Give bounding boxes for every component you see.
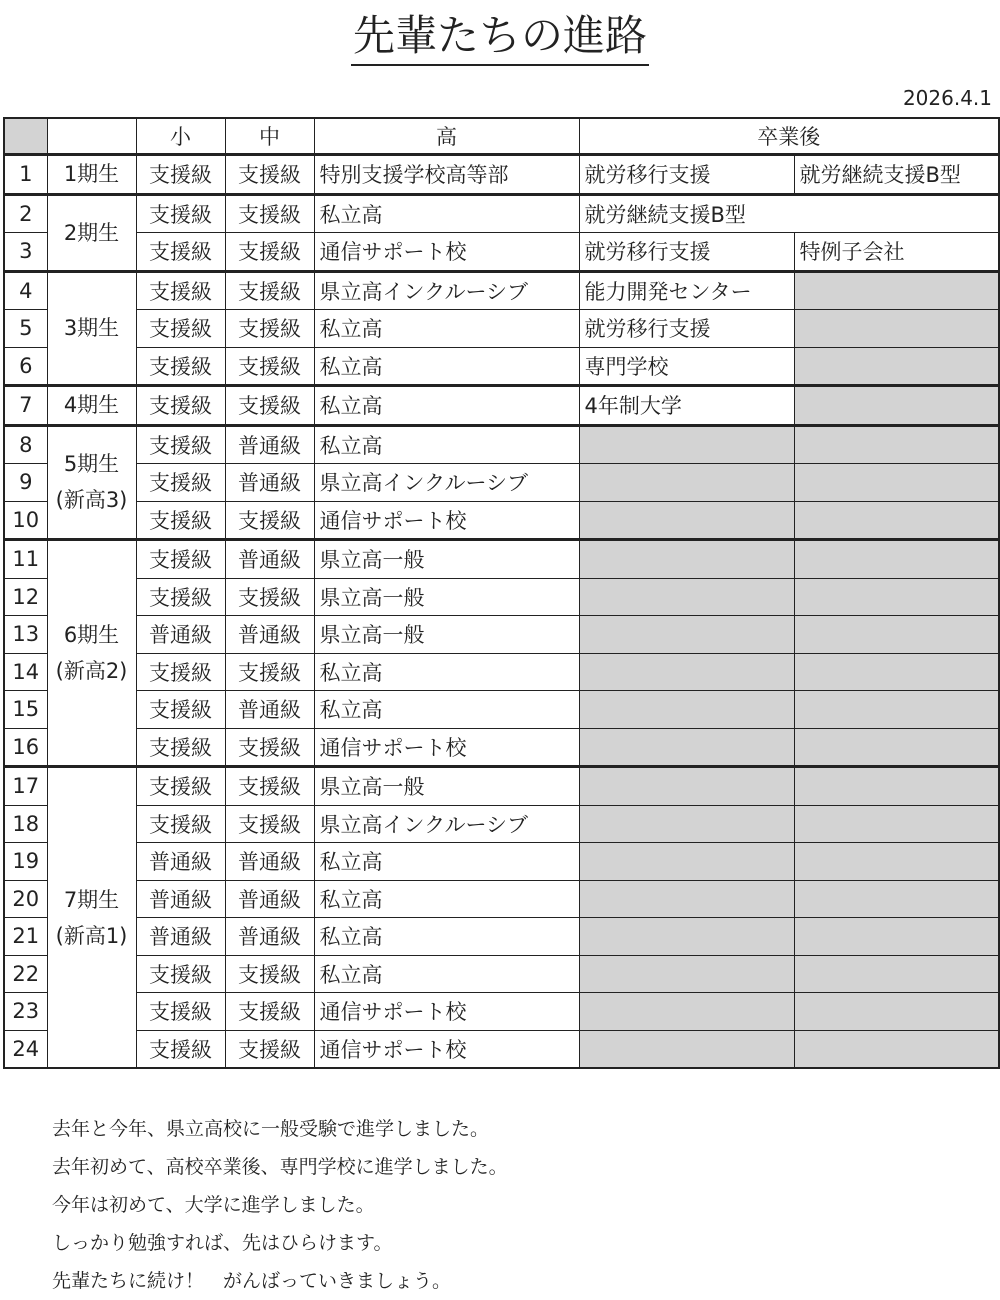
elem-cell: 支援級 [136, 1030, 225, 1068]
note-line: 今年は初めて、大学に進学しました。 [52, 1194, 375, 1216]
elem-cell: 支援級 [136, 347, 225, 386]
date-label: 2026.4.1 [902, 86, 992, 110]
header-blank-no [4, 118, 47, 155]
table-row [4, 805, 999, 843]
high-cell: 県立高一般 [314, 767, 579, 806]
high-cell: 私立高 [314, 194, 579, 233]
after-cell-1 [579, 955, 794, 993]
elem-cell: 支援級 [136, 386, 225, 426]
row-number: 7 [4, 386, 47, 426]
after-cell-2 [794, 616, 999, 654]
mid-cell: 支援級 [225, 728, 314, 767]
after-cell-1 [579, 728, 794, 767]
row-number: 17 [4, 767, 47, 806]
high-cell: 私立高 [314, 880, 579, 918]
after-cell-2 [794, 728, 999, 767]
group-sub: (新高2) [55, 659, 128, 683]
group-name: 2期生 [63, 220, 120, 245]
table-row [4, 425, 999, 464]
row-number: 9 [4, 464, 47, 502]
header-blank-group [47, 118, 136, 155]
row-number: 8 [4, 425, 47, 464]
elem-cell: 支援級 [136, 155, 225, 195]
high-cell: 私立高 [314, 955, 579, 993]
note-line: 先輩たちに続け！ がんばっていきましょう。 [52, 1270, 452, 1292]
high-cell: 通信サポート校 [314, 501, 579, 540]
high-cell: 私立高 [314, 425, 579, 464]
high-cell: 特別支援学校高等部 [314, 155, 579, 195]
row-number: 11 [4, 540, 47, 579]
page-title-wrap [0, 10, 1000, 66]
elem-cell: 支援級 [136, 653, 225, 691]
row-number: 16 [4, 728, 47, 767]
high-cell: 通信サポート校 [314, 233, 579, 272]
table-row [4, 386, 999, 426]
group-label [47, 425, 136, 540]
table-row [4, 310, 999, 348]
row-number: 22 [4, 955, 47, 993]
mid-cell: 普通級 [225, 464, 314, 502]
after-cell-2: 特例子会社 [794, 233, 999, 272]
after-cell-2 [794, 993, 999, 1031]
group-label [47, 194, 136, 271]
high-cell: 通信サポート校 [314, 1030, 579, 1068]
row-number: 19 [4, 843, 47, 881]
table-row [4, 578, 999, 616]
elem-cell: 支援級 [136, 805, 225, 843]
elem-cell: 支援級 [136, 955, 225, 993]
after-cell-1 [579, 653, 794, 691]
after-cell-1 [579, 918, 794, 956]
row-number: 18 [4, 805, 47, 843]
mid-cell: 支援級 [225, 653, 314, 691]
mid-cell: 普通級 [225, 691, 314, 729]
elem-cell: 支援級 [136, 310, 225, 348]
group-label [47, 271, 136, 386]
elem-cell: 普通級 [136, 880, 225, 918]
after-cell-1: 能力開発センター [579, 271, 794, 310]
elem-cell: 支援級 [136, 194, 225, 233]
after-cell-1 [579, 993, 794, 1031]
after-cell-2 [794, 805, 999, 843]
elem-cell: 支援級 [136, 501, 225, 540]
mid-cell: 普通級 [225, 880, 314, 918]
high-cell: 私立高 [314, 653, 579, 691]
mid-cell: 支援級 [225, 233, 314, 272]
after-cell-2 [794, 918, 999, 956]
after-cell-1 [579, 464, 794, 502]
after-cell-1 [579, 425, 794, 464]
elem-cell: 支援級 [136, 271, 225, 310]
high-cell: 県立高一般 [314, 540, 579, 579]
after-cell-2 [794, 464, 999, 502]
group-label [47, 386, 136, 426]
after-cell-1 [579, 880, 794, 918]
row-number: 2 [4, 194, 47, 233]
after-cell-1 [579, 805, 794, 843]
career-table [3, 117, 1000, 1069]
mid-cell: 普通級 [225, 540, 314, 579]
after-cell-2 [794, 653, 999, 691]
elem-cell: 普通級 [136, 616, 225, 654]
high-cell: 県立高インクルーシブ [314, 464, 579, 502]
row-number: 10 [4, 501, 47, 540]
mid-cell: 普通級 [225, 425, 314, 464]
mid-cell: 支援級 [225, 993, 314, 1031]
group-name: 1期生 [63, 162, 120, 187]
elem-cell: 支援級 [136, 233, 225, 272]
after-cell-2 [794, 386, 999, 426]
high-cell: 通信サポート校 [314, 728, 579, 767]
high-cell: 私立高 [314, 843, 579, 881]
group-name: 3期生 [63, 316, 120, 341]
elem-cell: 普通級 [136, 918, 225, 956]
elem-cell: 支援級 [136, 578, 225, 616]
header-row [4, 118, 999, 155]
elem-cell: 支援級 [136, 767, 225, 806]
table-row [4, 691, 999, 729]
after-cell-2 [794, 347, 999, 386]
table-row [4, 767, 999, 806]
table-row [4, 347, 999, 386]
group-sub: (新高1) [55, 923, 128, 948]
high-cell: 私立高 [314, 310, 579, 348]
mid-cell: 支援級 [225, 501, 314, 540]
after-cell-1 [579, 691, 794, 729]
row-number: 21 [4, 918, 47, 956]
row-number: 14 [4, 653, 47, 691]
after-cell-1 [579, 616, 794, 654]
row-number: 23 [4, 993, 47, 1031]
row-number: 5 [4, 310, 47, 348]
row-number: 4 [4, 271, 47, 310]
header-high: 高 [314, 118, 579, 155]
table-row [4, 540, 999, 579]
mid-cell: 支援級 [225, 155, 314, 195]
after-cell-2 [794, 271, 999, 310]
mid-cell: 支援級 [225, 271, 314, 310]
mid-cell: 普通級 [225, 616, 314, 654]
elem-cell: 支援級 [136, 993, 225, 1031]
after-cell-2 [794, 955, 999, 993]
row-number: 20 [4, 880, 47, 918]
group-label [47, 767, 136, 1069]
group-name: 6期生 [63, 623, 120, 647]
after-cell-1 [579, 843, 794, 881]
after-cell-1: 就労移行支援 [579, 233, 794, 272]
after-cell-1 [579, 1030, 794, 1068]
high-cell: 県立高インクルーシブ [314, 271, 579, 310]
high-cell: 私立高 [314, 386, 579, 426]
high-cell: 県立高一般 [314, 616, 579, 654]
after-cell-2 [794, 310, 999, 348]
group-name: 5期生 [63, 452, 120, 477]
high-cell: 私立高 [314, 918, 579, 956]
table-row [4, 194, 999, 233]
table-row [4, 653, 999, 691]
elem-cell: 支援級 [136, 728, 225, 767]
note-line: 去年と今年、県立高校に一般受験で進学しました。 [52, 1118, 490, 1140]
mid-cell: 支援級 [225, 578, 314, 616]
row-number: 1 [4, 155, 47, 195]
mid-cell: 普通級 [225, 918, 314, 956]
after-cell: 就労継続支援B型 [579, 194, 999, 233]
table-row [4, 880, 999, 918]
after-cell-2 [794, 501, 999, 540]
row-number: 6 [4, 347, 47, 386]
mid-cell: 支援級 [225, 767, 314, 806]
high-cell: 私立高 [314, 691, 579, 729]
elem-cell: 支援級 [136, 540, 225, 579]
after-cell-1: 4年制大学 [579, 386, 794, 426]
table-row [4, 233, 999, 272]
page-title: 先輩たちの進路 [351, 10, 649, 66]
after-cell-2 [794, 578, 999, 616]
after-cell-1: 就労移行支援 [579, 310, 794, 348]
header-elem: 小 [136, 118, 225, 155]
table-row [4, 464, 999, 502]
row-number: 24 [4, 1030, 47, 1068]
table-row [4, 271, 999, 310]
high-cell: 私立高 [314, 347, 579, 386]
note-line: しっかり勉強すれば、先はひらけます。 [52, 1232, 393, 1254]
table-row [4, 1030, 999, 1068]
after-cell-2 [794, 691, 999, 729]
mid-cell: 支援級 [225, 194, 314, 233]
table-row [4, 728, 999, 767]
row-number: 12 [4, 578, 47, 616]
header-mid: 中 [225, 118, 314, 155]
after-cell-1: 専門学校 [579, 347, 794, 386]
after-cell-2 [794, 1030, 999, 1068]
after-cell-2 [794, 880, 999, 918]
after-cell-2 [794, 425, 999, 464]
group-sub: (新高3) [55, 488, 128, 513]
row-number: 15 [4, 691, 47, 729]
high-cell: 通信サポート校 [314, 993, 579, 1031]
elem-cell: 支援級 [136, 464, 225, 502]
elem-cell: 支援級 [136, 425, 225, 464]
after-cell-1 [579, 540, 794, 579]
after-cell-2: 就労継続支援B型 [794, 155, 999, 195]
mid-cell: 支援級 [225, 347, 314, 386]
after-cell-2 [794, 767, 999, 806]
table-row [4, 993, 999, 1031]
high-cell: 県立高一般 [314, 578, 579, 616]
after-cell-1: 就労移行支援 [579, 155, 794, 195]
table-row [4, 501, 999, 540]
after-cell-1 [579, 767, 794, 806]
mid-cell: 支援級 [225, 805, 314, 843]
table-row [4, 955, 999, 993]
row-number: 3 [4, 233, 47, 272]
after-cell-2 [794, 540, 999, 579]
notes [52, 1110, 508, 1300]
table-row [4, 616, 999, 654]
after-cell-1 [579, 578, 794, 616]
after-cell-2 [794, 843, 999, 881]
table-row [4, 918, 999, 956]
mid-cell: 支援級 [225, 955, 314, 993]
mid-cell: 普通級 [225, 843, 314, 881]
high-cell: 県立高インクルーシブ [314, 805, 579, 843]
table-row [4, 843, 999, 881]
elem-cell: 支援級 [136, 691, 225, 729]
header-after: 卒業後 [579, 118, 999, 155]
mid-cell: 支援級 [225, 1030, 314, 1068]
group-label [47, 540, 136, 767]
group-name: 7期生 [63, 887, 120, 912]
table-row [4, 155, 999, 195]
mid-cell: 支援級 [225, 310, 314, 348]
group-label [47, 155, 136, 195]
note-line: 去年初めて、高校卒業後、専門学校に進学しました。 [52, 1156, 508, 1178]
mid-cell: 支援級 [225, 386, 314, 426]
row-number: 13 [4, 616, 47, 654]
group-name: 4期生 [63, 393, 120, 418]
elem-cell: 普通級 [136, 843, 225, 881]
after-cell-1 [579, 501, 794, 540]
